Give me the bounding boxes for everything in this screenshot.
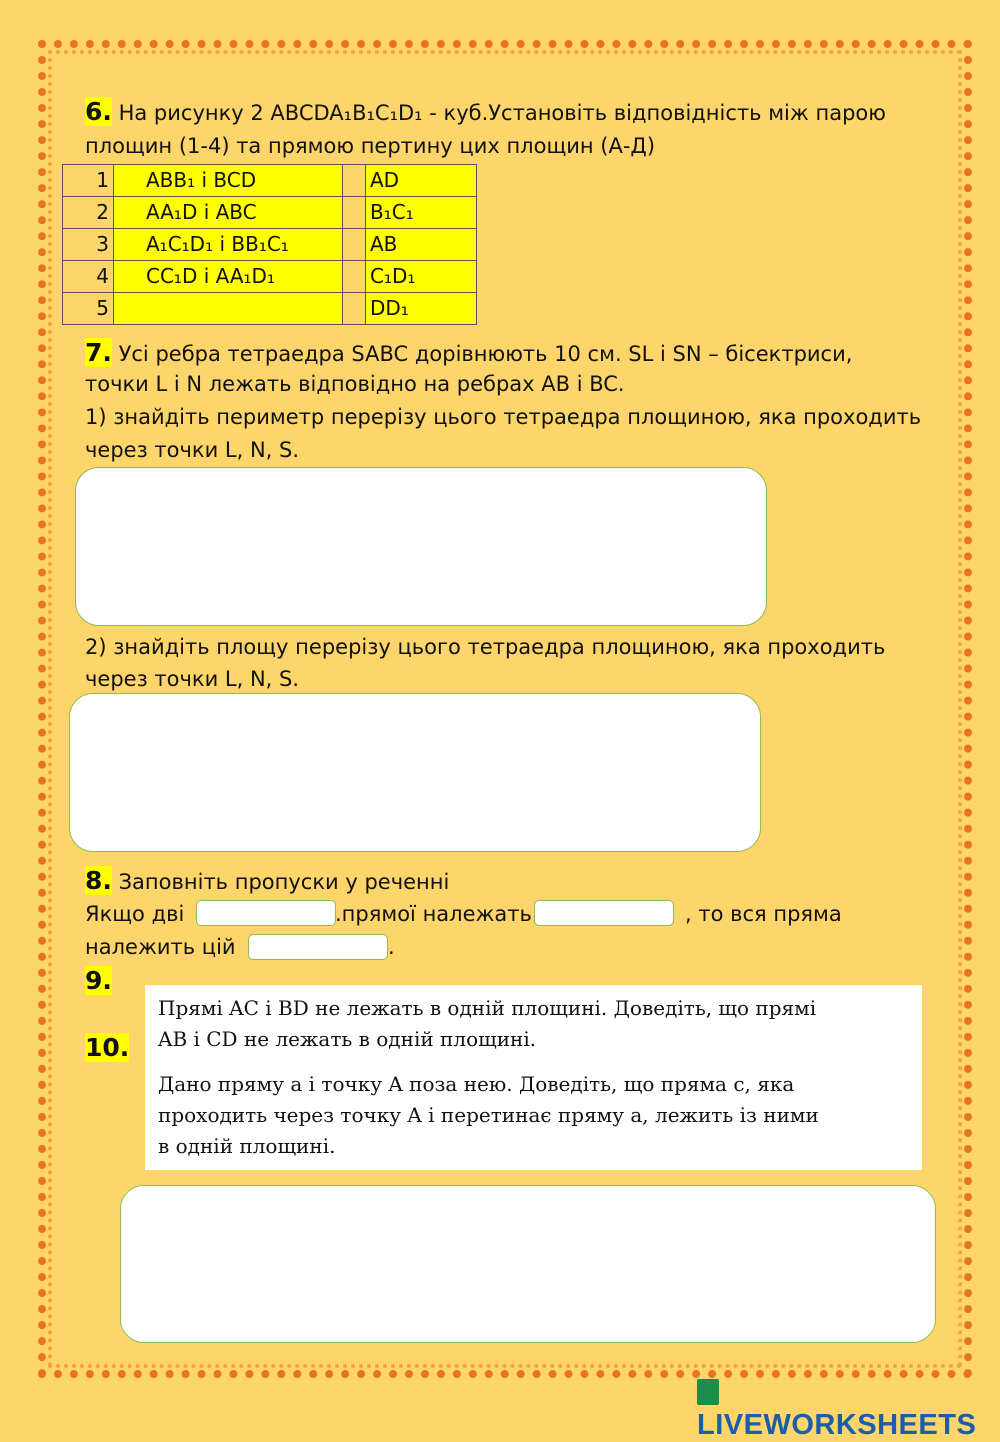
q8-title: Заповніть пропуски у реченні [118,870,450,894]
q9-number: 9. [85,966,112,995]
q7-answer-box-1[interactable] [75,467,767,626]
q7-answer-box-2[interactable] [69,693,761,852]
q6-line2: площин (1-4) та прямою пертину цих площин (А-Д) [85,134,656,158]
row-answer-cell[interactable] [343,165,366,197]
q8-sentence-part2: .прямої належать [335,902,532,926]
q6-text-1: На рисунку 2 ABCDA₁B₁C₁D₁ - куб.Установіть відповідність між парою [118,101,886,125]
row-answer-cell[interactable] [343,293,366,325]
q7-line1 [85,336,852,371]
q10-number: 10. [85,1033,130,1062]
row-number: 4 [63,261,114,293]
table-row [63,165,477,197]
q7-part1-line1: 1) знайдіть периметр перерізу цього тетраедра площиною, яка проходить [85,405,922,429]
row-planes: CC₁D і AA₁D₁ [114,261,343,293]
row-answer-cell[interactable] [343,197,366,229]
liveworksheets-logo [697,1376,1000,1442]
problem10-line1: Дано пряму a і точку A поза нею. Доведіть, що пряма c, яка [158,1072,795,1096]
q7-number: 7. [85,338,112,367]
row-line: AD [366,165,477,197]
q7-part2-line1: 2) знайдіть площу перерізу цього тетраедра площиною, яка проходить [85,635,886,659]
q8-sentence-part1: Якщо дві [85,902,185,926]
row-answer-cell[interactable] [343,229,366,261]
q8-blank-1[interactable] [196,900,336,926]
problem10-line3: в одній площині. [158,1134,336,1158]
q8-number: 8. [85,866,112,895]
row-line: DD₁ [366,293,477,325]
table-row [63,261,477,293]
problem9-line2: AB і CD не лежать в одній площині. [158,1027,537,1051]
q7-part1-line2: через точки L, N, S. [85,438,300,462]
q8-blank-2[interactable] [534,900,674,926]
matching-table [62,164,477,325]
row-answer-cell[interactable] [343,261,366,293]
q9-10-answer-box[interactable] [120,1185,936,1343]
row-number: 2 [63,197,114,229]
logo-badge-icon [697,1379,719,1405]
q9-label [85,964,112,999]
row-planes [114,293,343,325]
q8-sentence-part4: належить цій [85,935,236,959]
q8-title-line [85,864,449,899]
row-line: C₁D₁ [366,261,477,293]
row-line: B₁C₁ [366,197,477,229]
table-row [63,197,477,229]
row-number: 3 [63,229,114,261]
table-row [63,229,477,261]
q8-sentence-part3: , то вся пряма [685,902,842,926]
q10-label [85,1031,129,1066]
logo-text: LIVEWORKSHEETS [697,1409,977,1441]
row-planes: A₁C₁D₁ і BB₁C₁ [114,229,343,261]
q7-part2-line2: через точки L, N, S. [85,667,300,691]
row-line: AB [366,229,477,261]
q6-number: 6. [85,97,112,126]
row-planes: AA₁D і ABC [114,197,343,229]
problem10-line2: проходить через точку A і перетинає пряму a, лежить із ними [158,1103,819,1127]
row-number: 1 [63,165,114,197]
problem9-line1: Прямі AC і BD не лежать в одній площині. Доведіть, що прямі [158,996,817,1020]
row-number: 5 [63,293,114,325]
q7-text-1: Усі ребра тетраедра SABC дорівнюють 10 см. SL і SN – бісектриси, [118,342,853,366]
q8-blank-3[interactable] [248,934,388,960]
row-planes: ABB₁ і BCD [114,165,343,197]
q8-sentence-end: . [388,935,395,959]
problems-box [145,985,922,1170]
q7-line2: точки L і N лежать відповідно на ребрах AB і BC. [85,372,625,396]
q6-line1 [85,95,886,130]
table-row [63,293,477,325]
